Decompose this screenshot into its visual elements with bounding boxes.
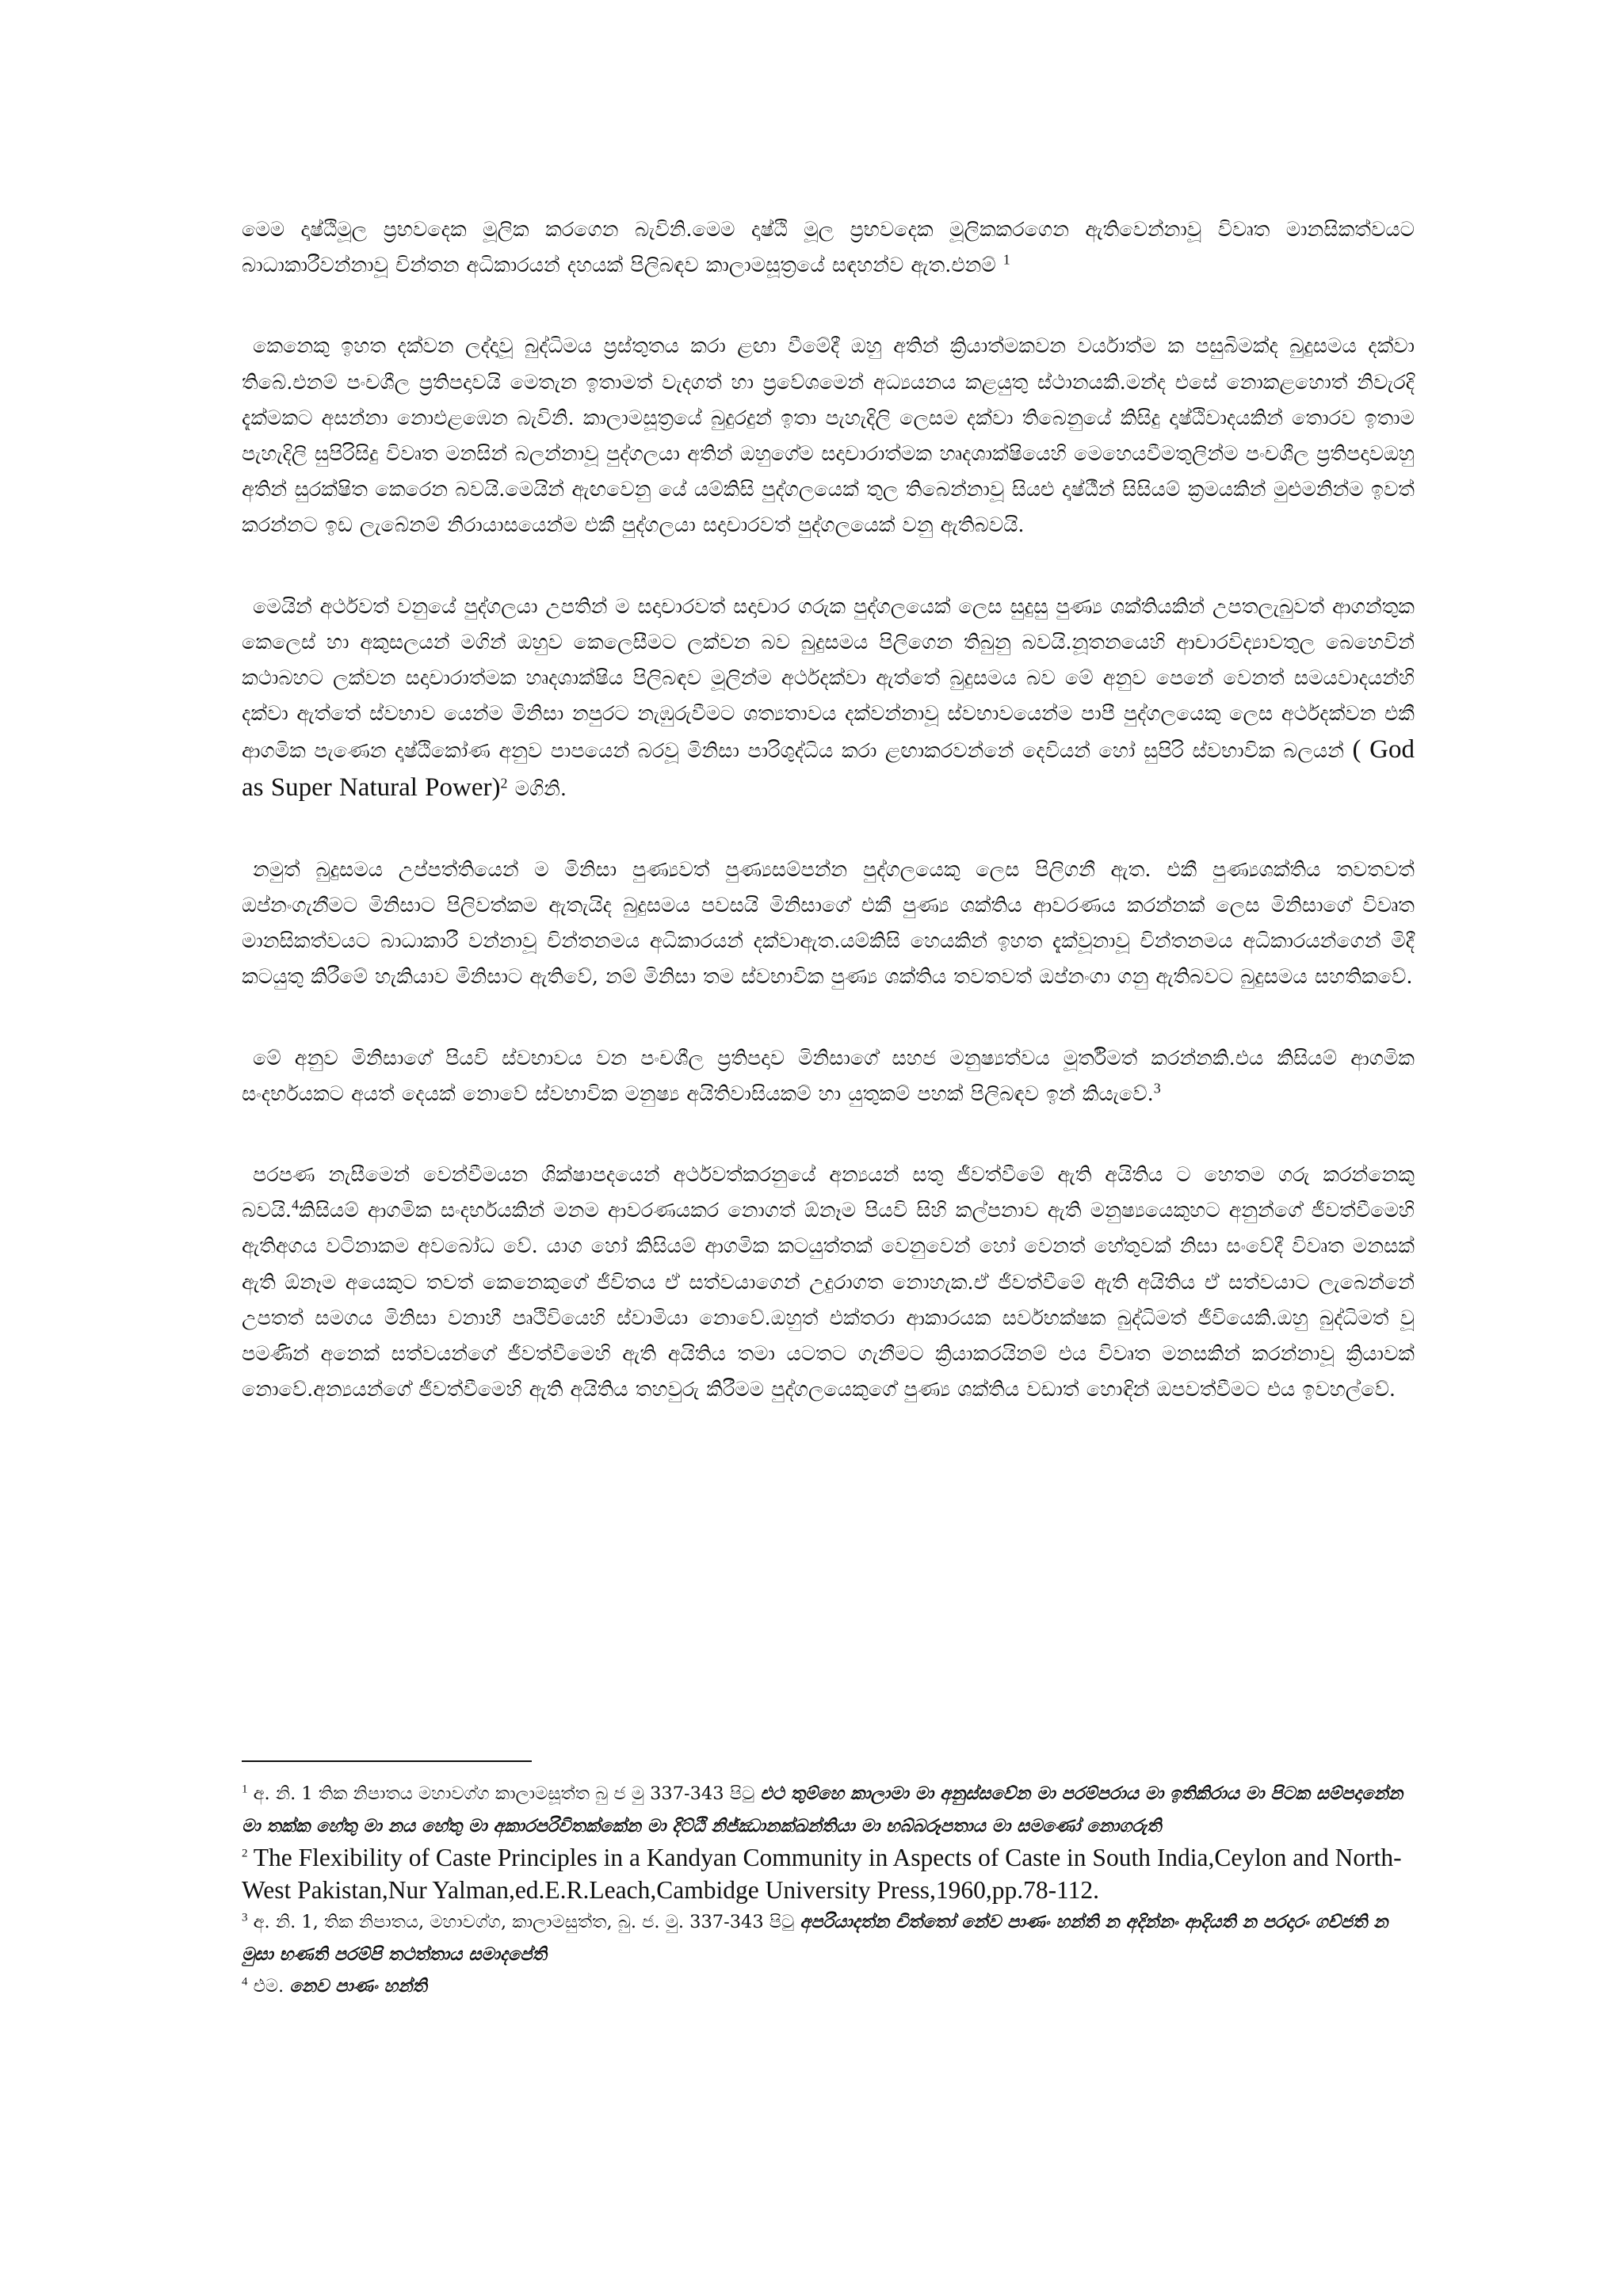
footnote-ref-1[interactable]: 1 xyxy=(1002,251,1010,268)
paragraph-6-text: පරපණ නැසීමෙන් වෙන්වීමයන ශික්ෂාපදයෙන් අර්ථවත්කරනුයේ අන්‍යයන් සතු ජීවත්වීමේ ඇති අයිතිය ට හෙතම ගරු කරන්නෙකු බවයි. xyxy=(242,1163,1415,1223)
footnote-1-quote: එථ තුම්හෙ කාලාමා මා අනුස්සවේන මා පරම්පරාය මා ඉතිකිරාය මා පිටක සම්පදානේන මා තක්ක හේතු මා නය හේතු මා අකාරපරිවිතක්කේන මා දිට්ඨි නිජ්ඣානක්ඛන්තියා මා භබ්බරූපතාය මා සමණෝ නොගරුති xyxy=(242,1783,1403,1836)
paragraph-5-text: මේ අනුව මිනිසාගේ පියවි ස්වභාවය වන පංචශීල ප්‍රතිපදාව මිනිසාගේ සහජ මනුෂ්‍යත්වය මූර්තිමත් කරන්නකි.එය කිසියම් ආගමික සංදර්භයකට අයත් දෙයක් නොවේ ස්වභාවික මනුෂ්‍ය අයිතිවාසියකම් හා යුතුකම් පහක් පිලිබඳව ඉන් කියැවේ. xyxy=(242,1046,1415,1106)
paragraph-3-text: මෙයින් අර්ථවත් වනුයේ පුද්ගලයා උපතින් ම සදාචාරවත් සදාචාර ගරුක පුද්ගලයෙක් ලෙස සුදුසු පුණ්‍ය ශක්තියකින් උපතලැබුවත් ආගන්තුක කෙලෙස් හා අකුසලයන් මගින් ඔහුව කෙලෙසීමට ලක්වන බව බුදුසමය පිලිගෙන තිබුනු බවයි.නූතනයෙහි ආචාරවිද්‍යාවතුල බෙහෙවින් කථාබහට ලක්වන සදාචාරාත්මක හෘදශාක්ෂිය පිලිබඳව මූලින්ම අර්ථදක්වා ඇත්තේ බුදුසමය බව මේ අනුව පෙනේ වෙනත් සමයවාදයන්හි දක්වා ඇත්තේ ස්වභාව යෙන්ම මිනිසා නපුරට නැඹුරුවීමට ශත්‍යතාවය දක්වන්නාවූ ස්වභාවයෙන්ම පාපී පුද්ගලයෙකු ලෙස අර්ථදක්වන එකී ආගමික පැණෙන දෘෂ්ඨිකෝණ අනුව පාපයෙන් බරවූ මිනිසා පාරිශුද්ධිය කරා ළඟාකරවන්නේ දෙවියන් හෝ සුපිරි ස්වභාවික බලයන් xyxy=(242,594,1415,764)
footnote-1-citation: අ. නි. 1 තික නිපාතය මහාවග්ග කාලාමසූත්ත බු ජ මු 337-343 පිටු xyxy=(247,1783,761,1804)
footnote-1 xyxy=(242,1778,1415,1842)
footnote-ref-3[interactable]: 3 xyxy=(1153,1080,1161,1097)
footnote-separator xyxy=(242,1760,532,1762)
paragraph-2 xyxy=(242,329,1415,543)
footnote-2 xyxy=(242,1842,1415,1906)
paragraph-3-tail: මගිනි. xyxy=(507,776,567,801)
paragraph-3-latin-phrase: ( God as Super Natural Power) xyxy=(242,735,1415,802)
footnote-3-citation: අ. නි. 1, තික නිපාතය, මහාවග්ග, කාලාමසුත්ත, බු. ජ. මු. 337-343 පිටු xyxy=(247,1912,800,1932)
footnote-1-number: 1 xyxy=(242,1783,248,1796)
footnote-4 xyxy=(242,1970,1415,2003)
paragraph-3 xyxy=(242,589,1415,807)
footnote-4-quote: නෙව පාණං හන්ති xyxy=(289,1976,427,1997)
paragraph-1 xyxy=(242,212,1415,284)
footnote-4-citation: එම. xyxy=(247,1976,290,1997)
footnote-3-number: 3 xyxy=(242,1911,248,1924)
paragraph-6 xyxy=(242,1158,1415,1408)
paragraph-4 xyxy=(242,852,1415,996)
footnote-ref-4[interactable]: 4 xyxy=(292,1196,300,1213)
footnote-4-number: 4 xyxy=(242,1975,248,1989)
paragraph-1-text: මෙම දෘෂ්ඨිමූල ප්‍රභවදෙක මූලික කරගෙන බැවිනි.මෙම දෘෂ්ඨි මූල ප්‍රභවදෙක මූලිකකරගෙන ඇතිවෙන්නාවූ විවෘත මානසිකත්වයට බාධාකාරීවන්නාවූ චින්තන අධිකාරයන් දහයක් පිලිබඳව කාලාමසූත්‍රයේ සඳහන්ව ඇත.එනම් xyxy=(242,218,1415,278)
footnote-2-number: 2 xyxy=(242,1847,248,1860)
main-text xyxy=(242,212,1415,1453)
paragraph-4-text: නමුත් බුදුසමය උප්පත්තියෙන් ම මිනිසා පුණ්‍යවත් පුණ්‍යසම්පන්න පුද්ගලයෙකු ලෙස පිලිගනී ඇත. එකී පුණ්‍යශක්තිය තවතවත් ඔප්නංගැනීමට මිනිසාට පිලිවත්කම ඇතැයිද බුදුසමය පවසයි මිනිසාගේ එකී පුණ්‍ය ශක්තිය ආවරණය කරන්නක් ලෙස මිනිසාගේ විවෘත මානසිකත්වයට බාධාකාරී වන්නාවූ චින්තනමය අධිකාරයන් දක්වාඇත.යම්කිසි හෙයකින් ඉහත දැක්වූනාවූ චින්තනමය අධිකාරයන්ගෙන් මිදී කටයුතු කිරීමේ හැකියාව මිනිසාට ඇතිවේ, නම් මිනිසා තම ස්වභාවික පුණ්‍ය ශක්තිය තවතවත් ඔප්නංගා ගනු ඇතිබවට බුදුසමය සහතිකවේ. xyxy=(242,857,1415,990)
footnote-3-quote: අපරියාදත්න චිත්තෝ නේව පාණං හන්ති න අදින්නං ආදියති න පරදාරං ගච්ජති න මුසා භණති පරම්පි තථත්තාය සමාදපේති xyxy=(242,1912,1388,1965)
footnote-ref-2[interactable]: 2 xyxy=(500,775,508,791)
paragraph-2-text: කෙනෙකු ඉහත දක්වන ලද්දාවූ බුද්ධිමය ප්‍රස්තුතය කරා ළඟා වීමේදී ඔහු අතින් ක්‍රියාත්මකවන වර්යාත්ම ක පසුබිමක්ද බුදුසමය දක්වා තිබේ.එනම් පංචශීල ප්‍රතිපදාවයි මෙතැන ඉතාමත් වැදගත් හා ප්‍රවේශමෙන් අධ්‍යයනය කළයුතු ස්ථානයකි.මන්ද එසේ නොකළහොත් නිවැරදි දැක්මකට අසන්නා නොඑළඹෙන බැවිනි. කාලාමසූත්‍රයේ බුදුරදුන් ඉතා පැහැදිලි ලෙසම දක්වා තිබෙනුයේ කිසිදු දෘෂ්ඨිවාදයකින් තොරව ඉතාම පැහැදිලි සුපිරිසිදු විවෘත මනසින් බලන්නාවූ පුද්ගලයා අතින් ඔහුගේම සදාචාරාත්මක හෘදශාක්ෂියෙහි මෙහෙයවීමතුලින්ම පංචශීල ප්‍රතිපදාවඔහු අතින් සුරක්ෂිත කෙරෙන බවයි.මෙයින් ඇඟවෙනු යේ යම්කිසි පුද්ගලයෙක් තුල තිබෙන්නාවූ සියළු දෘෂ්ඨීන් සිසියම් ක්‍රමයකින් මුළුමනින්ම ඉවත් කරන්නට ඉඩ ලැබේනම් නිරායාසයෙන්ම එකී පුද්ගලයා සදාචාරවත් පුද්ගලයෙක් වනු ඇතිබවයි. xyxy=(242,334,1415,538)
footnotes xyxy=(242,1778,1415,2003)
paragraph-5 xyxy=(242,1041,1415,1112)
paragraph-6-tail: කිසියම් ආගමික සංදර්භයකින් මනම ආවරණයකර නොගත් ඕනෑම පියවි සිහි කල්පනාව ඇති මනුෂ්‍යයෙකුහට අනුන්ගේ ජීවත්වීමෙහි ඇතිඅගය වටිනාකම අවබෝධ වේ. යාග හෝ කිසියම් ආගමික කටයුත්තක් වෙනුවෙන් හෝ වෙනත් හේතුවක් නිසා සංවේදී විවෘත මනසක් ඇති ඕනෑම අයෙකුට තවත් කෙනෙකුගේ ජීවිතය ඒ සත්වයාගෙන් උදුරාගත නොහැක.ඒ ජීවත්වීමේ ඇති අයිතිය ඒ සත්වයාට ලැබෙන්නේ උපතත් සමගය මිනිසා වනාහී පෘථිවියෙහි ස්වාමියා නොවේ.ඔහුත් එක්තරා ආකාරයක සර්වභක්ෂක බුද්ධිමත් ජීවියෙකි.ඔහු බුද්ධිමත් වූ පමණින් අනෙක් සත්වයන්ගේ ජීවත්වීමෙහි ඇති අයිතිය තමා යටතට ගැනීමට ක්‍රියාකරයිනම් එය විවෘත මනසකින් කරන්නාවූ ක්‍රියාවක් නොවේ.අන්‍යයන්ගේ ජීවත්වීමෙහි ඇති අයිතිය තහවුරු කිරීමම පුද්ගලයෙකුගේ පුණ්‍ය ශක්තිය වඩාත් හොඳින් ඔපවත්වීමට එය ඉවහල්වේ. xyxy=(242,1199,1415,1402)
footnote-3 xyxy=(242,1906,1415,1970)
footnote-2-citation: The Flexibility of Caste Principles in a Kandyan Community in Aspects of Caste in South India,Ceylon and North-West Pakistan,Nur Yalman,ed.E.R.Leach,Cambidge University Press,1960,pp.78-112. xyxy=(242,1844,1402,1904)
